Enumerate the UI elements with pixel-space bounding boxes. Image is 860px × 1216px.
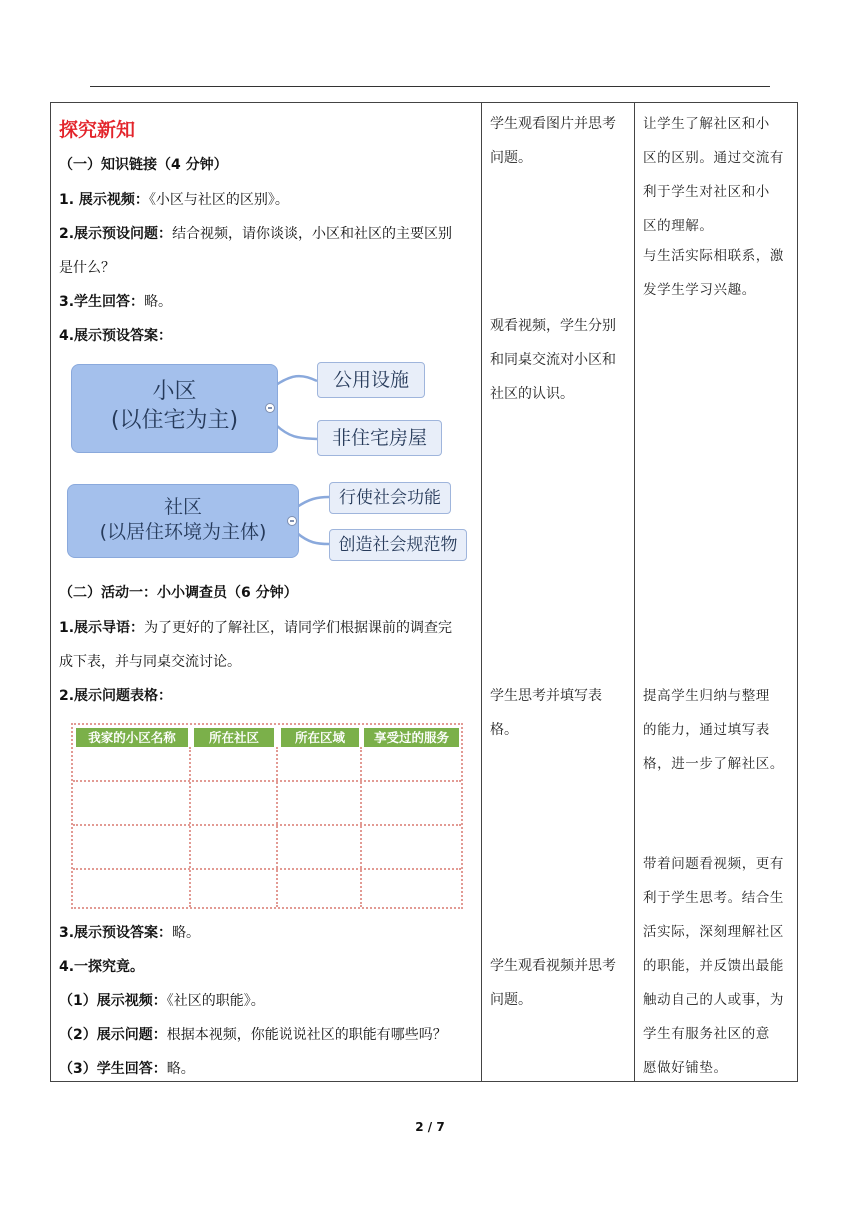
text-line: 和同桌交流对小区和: [490, 352, 616, 368]
collapse-icon: [265, 403, 275, 413]
sub-item-1: [59, 991, 265, 1011]
sub-item-2-text: 根据本视频，你能说说社区的职能有哪些吗？: [166, 1027, 447, 1043]
text-line: 发学生学习兴趣。: [643, 282, 756, 298]
mindmap-leaf-social-norms: 创造社会规范物: [329, 529, 467, 561]
survey-header-services: 享受过的服务: [364, 728, 459, 747]
survey-divider: [189, 747, 191, 907]
guide: [59, 618, 452, 638]
design-intent-3: [643, 679, 793, 781]
mindmap-node-xiaoqu-title: 小区: [152, 379, 197, 404]
text-line: 问题。: [490, 992, 532, 1008]
survey-divider: [360, 747, 362, 907]
student-activity-2: [490, 309, 632, 411]
design-intent-1: [643, 107, 793, 243]
text-line: 问题。: [490, 150, 532, 166]
design-intent-column: [635, 103, 797, 1081]
item3-text: 略。: [144, 294, 173, 310]
text-line: 格。: [490, 722, 518, 738]
design-intent-4: [643, 847, 793, 1085]
lesson-table: [50, 102, 798, 1082]
sub-item-1-text: 《社区的职能》。: [166, 993, 265, 1009]
survey-row-line: [73, 868, 461, 870]
text-line: 观看视频，学生分别: [490, 318, 616, 334]
answer-text: 略。: [172, 925, 201, 941]
item2-label: 2.展示预设问题：: [59, 226, 173, 242]
student-activity-column: [482, 103, 635, 1081]
design-intent-2: [643, 239, 793, 307]
mindmap-node-xiaoqu-sub: (以住宅为主): [110, 408, 239, 433]
answer-label: 3.展示预设答案：: [59, 925, 173, 941]
text-line: 触动自己的人或事，为: [643, 992, 784, 1008]
text-line: 学生思考并填写表: [490, 688, 602, 704]
mindmap-leaf-social-function: 行使社会功能: [329, 482, 451, 514]
text-line: 利于学生思考。结合生: [643, 890, 784, 906]
text-line: 区的理解。: [643, 218, 714, 234]
section-title: 探究新知: [59, 119, 136, 141]
survey-divider: [276, 747, 278, 907]
survey-table: [71, 723, 463, 909]
student-activity-3: [490, 679, 632, 747]
student-activity-4: [490, 949, 632, 1017]
text-line: 带着问题看视频，更有: [643, 856, 784, 872]
text-line: 让学生了解社区和小: [643, 116, 770, 132]
mindmap-node-shequ-title: 社区: [163, 496, 202, 518]
header-rule: [90, 86, 770, 87]
text-line: 利于学生对社区和小: [643, 184, 770, 200]
text-line: 提高学生归纳与整理: [643, 688, 770, 704]
sub-item-3-text: 略。: [166, 1061, 195, 1077]
mindmap-node-shequ: [67, 484, 299, 558]
mindmap-leaf-non-residential: 非住宅房屋: [317, 420, 442, 456]
item1-text: 《小区与社区的区别》。: [148, 192, 289, 208]
text-line: 格，进一步了解社区。: [643, 756, 784, 772]
mindmap-node-shequ-sub: (以居住环境为主体): [99, 521, 267, 543]
sub-item-3-label: （3）学生回答：: [59, 1061, 167, 1077]
item2-text: 结合视频，请你谈谈，小区和社区的主要区别: [172, 226, 453, 242]
guide-text-cont: 成下表，并与同桌交流讨论。: [59, 654, 241, 670]
answer: [59, 923, 200, 943]
part1-heading: （一）知识链接（4 分钟）: [59, 157, 228, 173]
sub-item-1-label: （1）展示视频：: [59, 993, 167, 1009]
text-line: 的能力，通过填写表: [643, 722, 770, 738]
sub-item-2: [59, 1025, 447, 1045]
text-line: 学生观看视频并思考: [490, 958, 616, 974]
text-line: 愿做好铺垫。: [643, 1060, 728, 1076]
student-activity-1: [490, 107, 632, 175]
item1-label: 1. 展示视频：: [59, 192, 149, 208]
mindmap-leaf-public-facilities: 公用设施: [317, 362, 425, 398]
guide-label: 1.展示导语：: [59, 620, 145, 636]
text-line: 学生观看图片并思考: [490, 116, 616, 132]
survey-header-community: 所在社区: [194, 728, 274, 747]
text-line: 区的区别。通过交流有: [643, 150, 784, 166]
guide-text: 为了更好的了解社区，请同学们根据课前的调查完: [144, 620, 453, 636]
teaching-content-column: [51, 103, 482, 1081]
survey-header-community-name: 我家的小区名称: [76, 728, 188, 747]
table-label: 2.展示问题表格：: [59, 688, 173, 704]
item2-text-cont: 是什么？: [59, 260, 115, 276]
sub-item-2-label: （2）展示问题：: [59, 1027, 167, 1043]
explore-label: 4.一探究竟。: [59, 959, 145, 975]
item3-label: 3.学生回答：: [59, 294, 145, 310]
mindmap-node-xiaoqu: [71, 364, 278, 453]
collapse-icon: [287, 516, 297, 526]
text-line: 的职能，并反馈出最能: [643, 958, 784, 974]
text-line: 学生有服务社区的意: [643, 1026, 770, 1042]
text-line: 社区的认识。: [490, 386, 574, 402]
item4-label: 4.展示预设答案：: [59, 328, 173, 344]
part2-heading: （二）活动一：小小调查员（6 分钟）: [59, 585, 298, 601]
page-number: 2 / 7: [415, 1120, 445, 1134]
survey-row-line: [73, 824, 461, 826]
sub-item-3: [59, 1059, 195, 1079]
survey-header-district: 所在区域: [281, 728, 359, 747]
text-line: 活实际，深刻理解社区: [643, 924, 784, 940]
survey-row-line: [73, 780, 461, 782]
text-line: 与生活实际相联系，激: [643, 248, 784, 264]
